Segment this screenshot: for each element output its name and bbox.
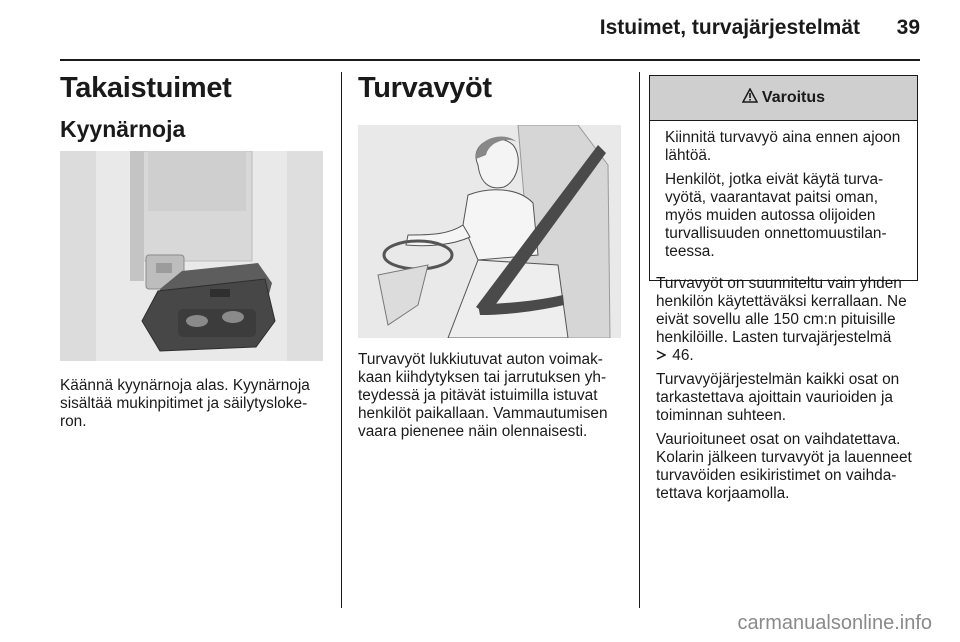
text-line: teessa. (665, 243, 715, 260)
text-line: tettava korjaamolla. (656, 485, 790, 502)
armrest-illustration (60, 151, 323, 361)
text-line: myös muiden autossa olijoiden (665, 207, 876, 224)
warning-paragraph (665, 171, 907, 261)
column-divider-left (341, 72, 342, 608)
watermark: carmanualsonline.info (737, 612, 932, 634)
page-number: 39 (896, 16, 920, 39)
text-line: henkilöt paikallaan. Vammautumisen (358, 405, 608, 422)
header-title: Istuimet, turvajärjestelmät (599, 16, 860, 39)
text-line: teydessä ja pitävät istuimilla istuvat (358, 387, 598, 404)
text-line: Kolarin jälkeen turvavyöt ja lauenneet (656, 449, 912, 466)
text-line: Henkilöt, jotka eivät käytä turva- (665, 171, 884, 188)
warning-paragraph (665, 129, 907, 165)
warning-body (650, 121, 917, 261)
text-line: Turvavyöjärjestelmän kaikki osat on (656, 371, 900, 388)
text-line: toiminnan suhteen. (656, 407, 787, 424)
text-line: Turvavyöt lukkiutuvat auton voimak- (358, 351, 603, 368)
text-line: vyötä, vaarantavat paitsi oman, (665, 189, 879, 206)
text-line: eivät sovellu alle 150 cm:n pituisille (656, 311, 896, 328)
warning-header (650, 76, 917, 121)
warning-triangle-icon (742, 88, 758, 108)
text-line: sisältää mukinpitimet ja säilytysloke- (60, 395, 308, 412)
column-divider-right (639, 72, 640, 608)
warning-title: Varoitus (761, 89, 826, 106)
paragraph (656, 275, 926, 365)
text-line: Käännä kyynärnoja alas. Kyynärnoja (60, 377, 310, 394)
seatbelt-usage-text (656, 275, 926, 503)
text-line: turvavöiden esikiristimet on vaihda- (656, 467, 897, 484)
text-line: kaan kiihdytyksen tai jarrutuksen yh- (358, 369, 607, 386)
paragraph (656, 371, 926, 425)
subheading-kyynarnoja: Kyynärnoja (60, 116, 186, 142)
text-line: turvallisuuden onnettomuustilan- (665, 225, 887, 242)
header-rule (60, 59, 920, 61)
text-line: vaara pienenee näin olennaisesti. (358, 423, 588, 440)
text-line: Kiinnitä turvavyö aina ennen ajoon (665, 129, 901, 146)
seatbelt-description (358, 351, 633, 441)
text-line: henkilön käytettäväksi kerrallaan. Ne (656, 293, 907, 310)
armrest-description (60, 377, 330, 431)
text-line: Vaurioituneet osat on vaihdatettava. (656, 431, 901, 448)
seatbelt-illustration (358, 125, 621, 338)
section-heading-turvavyot: Turvavyöt (358, 72, 492, 104)
section-heading-takaistuimet: Takaistuimet (60, 72, 232, 104)
text-line: henkilöille. Lasten turvajärjestelmä (656, 329, 892, 346)
text-line: tarkastettava ajoittain vaurioiden ja (656, 389, 893, 406)
paragraph (656, 431, 926, 503)
reference-arrow-icon (656, 347, 668, 365)
text-line: Turvavyöt on suunniteltu vain yhden (656, 275, 902, 292)
warning-box (649, 75, 918, 281)
text-line: ron. (60, 413, 87, 430)
text-line: lähtöä. (665, 147, 712, 164)
page-reference-link[interactable]: 46. (672, 347, 694, 364)
